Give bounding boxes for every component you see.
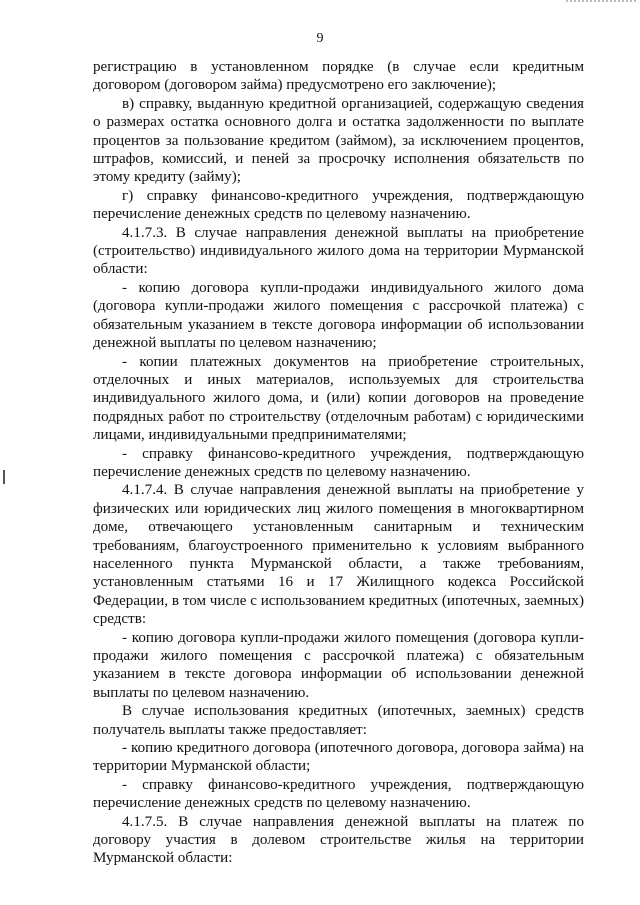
document-body	[93, 58, 584, 868]
paragraph-item-v: в) справку, выданную кредитной организацией, содержащую сведения о размерах остатка основного долга и остатка задолженности по выплате процентов за пользование кредитом (займом), за исключением процентов, штрафов, комиссий, и пеней за просрочку исполнения обязательств по этому кредиту (займу);	[93, 95, 584, 186]
paragraph-list-item: - копию договора купли-продажи жилого помещения (договора купли-продажи жилого помещения с рассрочкой платежа) с обязательным указанием в тексте договора информации об использовании денежной выплаты по целевом назначению.	[93, 629, 584, 701]
paragraph-list-item: - справку финансово-кредитного учреждения, подтверждающую перечисление денежных средств по целевому назначению.	[93, 776, 584, 812]
margin-mark	[3, 470, 5, 484]
paragraph-4-1-7-4: 4.1.7.4. В случае направления денежной выплаты на приобретение у физических или юридических лиц жилого помещения в многоквартирном доме, отвечающего установленным санитарным и техническим требованиям, благоустроенного применительно к условиям выбранного населенного пункта Мурманской области, а также требованиям, установленным статьями 16 и 17 Жилищного кодекса Российской Федерации, в том числе с использованием кредитных (ипотечных, заемных) средств:	[93, 482, 584, 628]
paragraph-list-item: - копии платежных документов на приобретение строительных, отделочных и иных материалов, используемых для строительства индивидуального жилого дома, и (или) копии договоров на проведение подрядных работ по строительству (отделочным работам) с юридическими лицами, индивидуальными предпринимателями;	[93, 353, 584, 444]
paragraph-item-g: г) справку финансово-кредитного учреждения, подтверждающую перечисление денежных средств по целевому назначению.	[93, 187, 584, 223]
paragraph-continuation: регистрацию в установленном порядке (в случае если кредитным договором (договором займа) предусмотрено его заключение);	[93, 59, 584, 94]
paragraph-4-1-7-5: 4.1.7.5. В случае направления денежной выплаты на платеж по договору участия в долевом строительстве жилья на территории Мурманской области:	[93, 813, 584, 867]
paragraph-credit-note: В случае использования кредитных (ипотечных, заемных) средств получатель выплаты также предоставляет:	[93, 703, 584, 738]
scan-edge-mark	[566, 0, 636, 5]
paragraph-list-item: - копию договора купли-продажи индивидуального жилого дома (договора купли-продажи жилого помещения с рассрочкой платежа) с обязательным указанием в тексте договора информации об использовании денежной выплаты по целевом назначению;	[93, 279, 584, 352]
paragraph-list-item: - копию кредитного договора (ипотечного договора, договора займа) на территории Мурманской области;	[93, 740, 584, 775]
page-number: 9	[316, 31, 324, 46]
paragraph-list-item: - справку финансово-кредитного учреждения, подтверждающую перечисление денежных средств по целевому назначению.	[93, 445, 584, 480]
paragraph-4-1-7-3: 4.1.7.3. В случае направления денежной выплаты на приобретение (строительство) индивидуального жилого дома на территории Мурманской области:	[93, 224, 584, 278]
